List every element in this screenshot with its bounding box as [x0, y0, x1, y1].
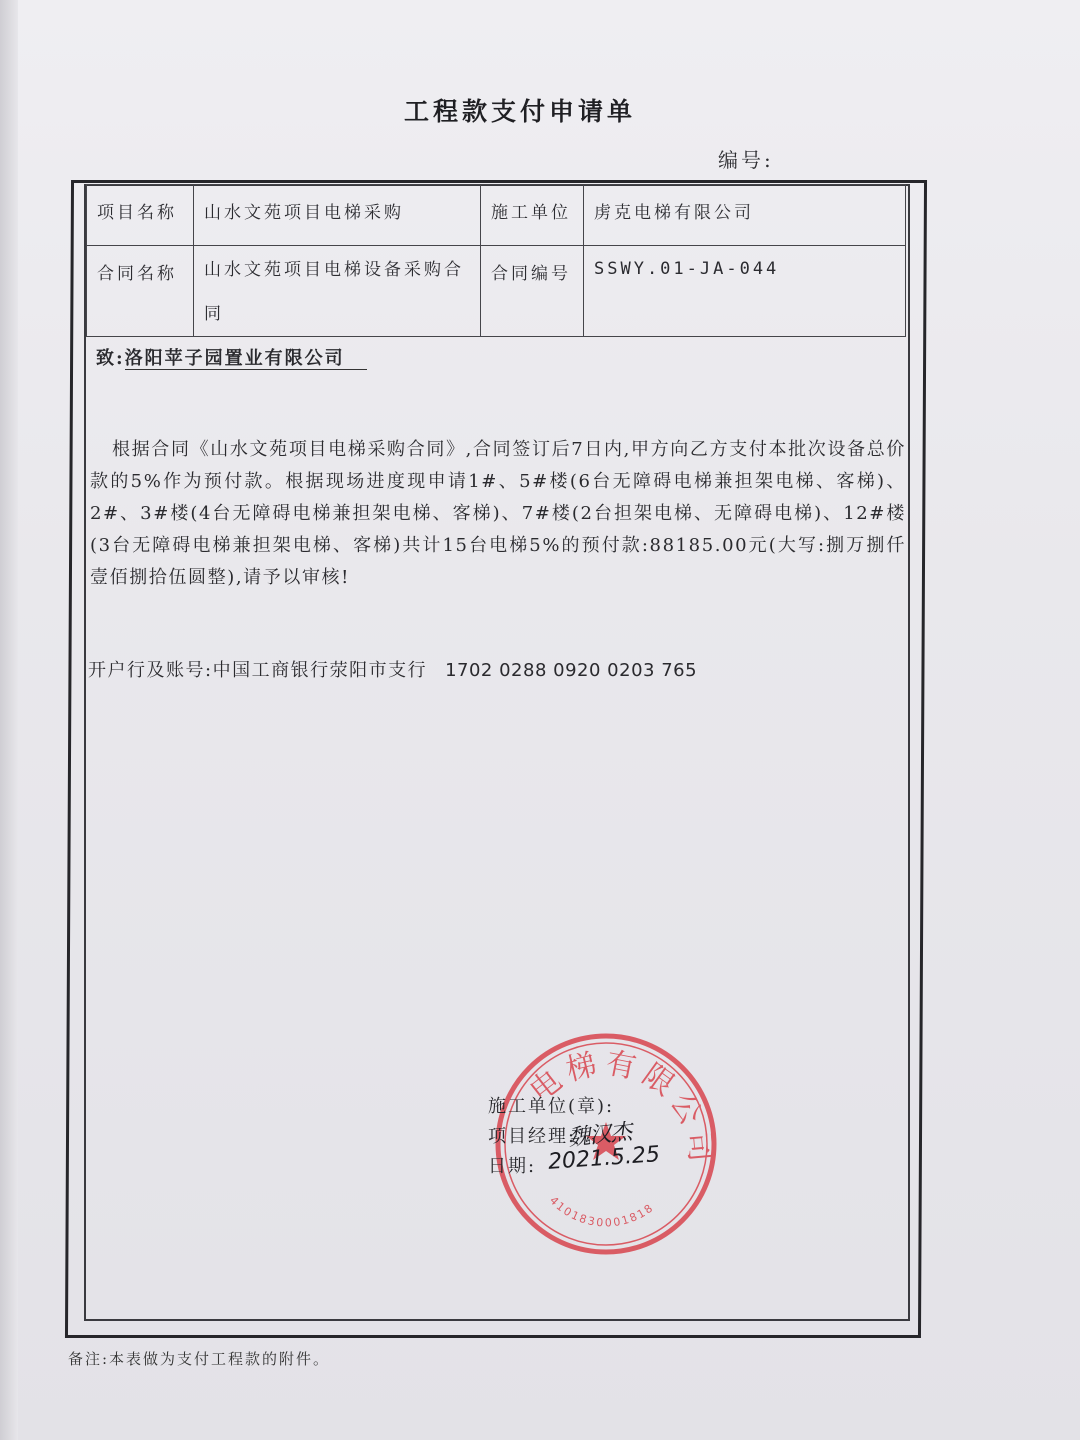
info-table: [86, 184, 906, 337]
table-row: [87, 246, 906, 337]
contractor-value: 虏克电梯有限公司: [584, 185, 906, 246]
project-name-label: 项目名称: [87, 185, 194, 246]
bank-label: 开户行及账号:: [88, 660, 213, 681]
contractor-seal-label: 施工单位(章):: [488, 1096, 615, 1117]
project-manager-label: 项目经理:: [488, 1126, 577, 1147]
table-row: [87, 185, 906, 246]
contract-no-value: SSWY.01-JA-044: [584, 246, 906, 337]
request-body: 根据合同《山水文苑项目电梯采购合同》,合同签订后7日内,甲方向乙方支付本批次设备总价款的5%作为预付款。根据现场进度现申请1#、5#楼(6台无障碍电梯兼担架电梯、客梯)、2#、3#楼(4台无障碍电梯兼担架电梯、客梯)、7#楼(2台担架电梯、无障碍电梯)、12#楼(3台无障碍电梯兼担架电梯、客梯)共计15台电梯5%的预付款:88185.00元(大写:捌万捌仟壹佰捌拾伍圆整),请予以审核!: [90, 439, 906, 588]
svg-text:4101830001818: [547, 1194, 657, 1230]
date-label: 日期:: [488, 1156, 537, 1177]
document-title: 工程款支付申请单: [403, 97, 636, 126]
bank-name: 中国工商银行荥阳市支行: [212, 660, 428, 681]
recipient-line: [96, 344, 367, 370]
recipient-prefix: 致:: [96, 348, 125, 369]
serial-number-label: 编号:: [718, 148, 774, 172]
project-name-value: 山水文苑项目电梯采购: [194, 185, 481, 246]
seal-text: 电梯有限公司: [523, 1045, 719, 1170]
remark-note: 备注:本表做为支付工程款的附件。: [68, 1350, 331, 1368]
contractor-label: 施工单位: [481, 185, 584, 246]
bank-account-line: [88, 656, 697, 682]
signature-date: 2021.5.25: [547, 1142, 661, 1175]
seal-number: 4101830001818: [547, 1193, 657, 1230]
manager-signature: 魏汉杰: [567, 1119, 633, 1152]
bank-account-number: 1702 0288 0920 0203 765: [445, 660, 698, 681]
contract-name-value: 山水文苑项目电梯设备采购合同: [194, 246, 481, 337]
contract-no-label: 合同编号: [481, 246, 584, 337]
recipient-name: 洛阳苹子园置业有限公司: [125, 348, 367, 370]
contract-name-label: 合同名称: [87, 246, 194, 337]
page-edge-shadow: [0, 0, 18, 1440]
